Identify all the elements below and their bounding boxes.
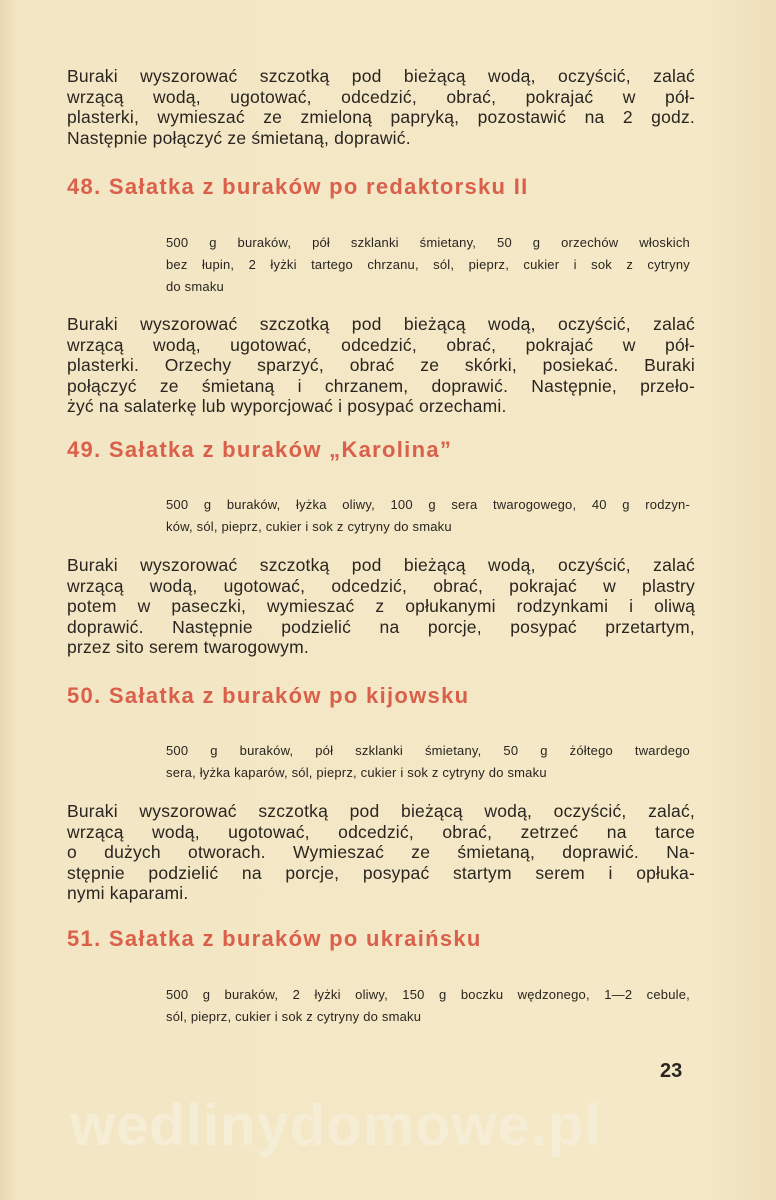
intro-paragraph <box>67 66 695 148</box>
text-line: wrzącą wodą, ugotować, odcedzić, obrać, pokrajać w plastry <box>67 575 695 596</box>
recipe-50-method <box>67 801 695 904</box>
text-line: wrzącą wodą, ugotować, odcedzić, obrać, pokrajać w pół- <box>67 86 695 107</box>
text-line: Buraki wyszorować szczotką pod bieżącą wodą, oczyścić, zalać <box>67 555 695 575</box>
text-line: ków, sól, pieprz, cukier i sok z cytryny do smaku <box>166 519 452 534</box>
text-line: przez sito serem twarogowym. <box>67 637 309 657</box>
recipe-49-ingredients <box>166 494 690 538</box>
recipe-48-method <box>67 314 695 417</box>
text-line: bez łupin, 2 łyżki tartego chrzanu, sól, pieprz, cukier i sok z cytryny <box>166 257 690 272</box>
recipe-49-title: 49. Sałatka z buraków „Karolina” <box>67 437 453 462</box>
text-line: Buraki wyszorować szczotką pod bieżącą wodą, oczyścić, zalać, <box>67 801 695 821</box>
text-line: Następnie połączyć ze śmietaną, doprawić. <box>67 127 411 148</box>
text-line: doprawić. Następnie podzielić na porcje, posypać przetartym, <box>67 616 695 637</box>
text-line: plasterki. Orzechy sparzyć, obrać ze skórki, posiekać. Buraki <box>67 355 695 375</box>
text-line: Buraki wyszorować szczotką pod bieżącą wodą, oczyścić, zalać <box>67 66 695 86</box>
page-number: 23 <box>660 1060 683 1082</box>
text-line: 500 g buraków, pół szklanki śmietany, 50 g orzechów włoskich <box>166 235 690 250</box>
text-line: 500 g buraków, łyżka oliwy, 100 g sera twarogowego, 40 g rodzyn- <box>166 497 690 512</box>
recipe-50-title: 50. Sałatka z buraków po kijowsku <box>67 683 470 708</box>
text-line: potem w paseczki, wymieszać z opłukanymi rodzynkami i oliwą <box>67 596 695 616</box>
recipe-51-title: 51. Sałatka z buraków po ukraińsku <box>67 926 482 951</box>
text-line: połączyć ze śmietaną i chrzanem, doprawić. Następnie, przeło- <box>67 375 695 396</box>
text-line: sól, pieprz, cukier i sok z cytryny do smaku <box>166 1009 422 1024</box>
text-line: o dużych otworach. Wymieszać ze śmietaną, doprawić. Na- <box>67 842 695 862</box>
recipe-48-title: 48. Sałatka z buraków po redaktorsku II <box>67 174 529 199</box>
text-line: do smaku <box>166 279 224 294</box>
recipe-48-ingredients <box>166 232 690 298</box>
text-line: wrzącą wodą, ugotować, odcedzić, obrać, zetrzeć na tarce <box>67 821 695 842</box>
text-line: plasterki, wymieszać ze zmieloną papryką, pozostawić na 2 godz. <box>67 107 695 127</box>
text-line: 500 g buraków, 2 łyżki oliwy, 150 g boczku wędzonego, 1—2 cebule, <box>166 987 690 1002</box>
text-line: 500 g buraków, pół szklanki śmietany, 50 g żółtego twardego <box>166 743 690 758</box>
text-line: nymi kaparami. <box>67 883 189 903</box>
text-line: Buraki wyszorować szczotką pod bieżącą wodą, oczyścić, zalać <box>67 314 695 334</box>
recipe-50-ingredients <box>166 740 690 784</box>
text-line: wrzącą wodą, ugotować, odcedzić, obrać, pokrajać w pół- <box>67 334 695 355</box>
recipe-51-ingredients <box>166 984 690 1028</box>
text-line: stępnie podzielić na porcje, posypać startym serem i opłuka- <box>67 862 695 883</box>
recipe-49-method <box>67 555 695 658</box>
watermark: wedlinydomowe.pl <box>70 1093 602 1158</box>
text-line: żyć na salaterkę lub wyporcjować i posypać orzechami. <box>67 396 507 416</box>
text-line: sera, łyżka kaparów, sól, pieprz, cukier i sok z cytryny do smaku <box>166 765 547 780</box>
